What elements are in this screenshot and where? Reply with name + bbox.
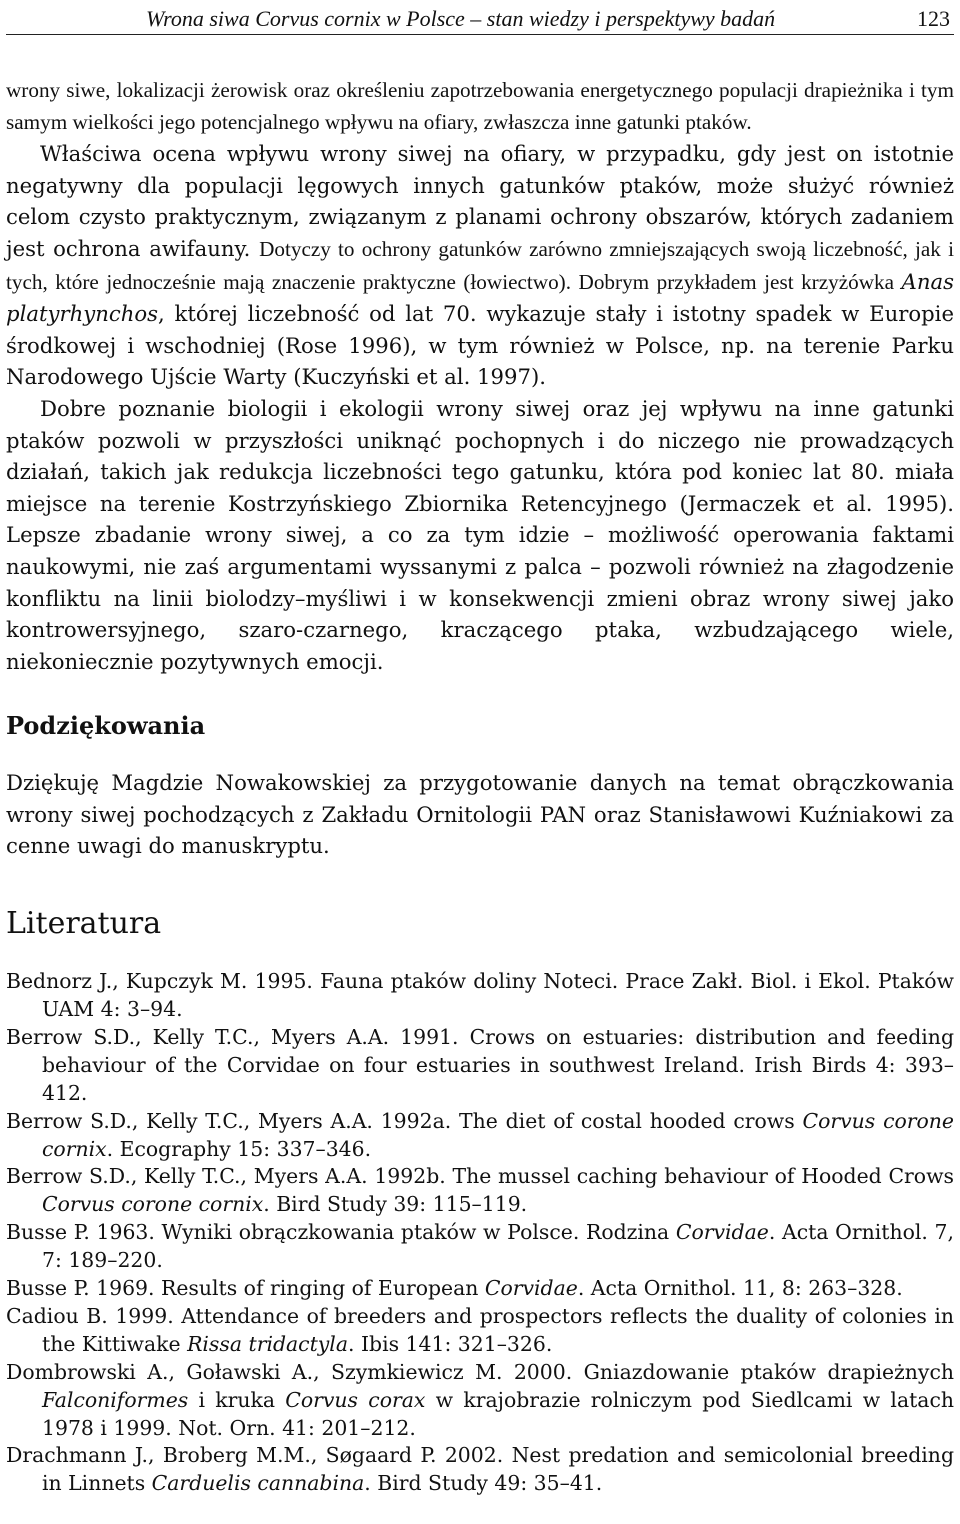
document-page: [0, 4, 960, 1524]
reference-text: Busse P. 1963. Wyniki obrączkowania ptaków w Polsce. Rodzina: [6, 1220, 676, 1245]
species-name: Corvus corax: [285, 1387, 426, 1412]
reference-item: [6, 1442, 954, 1498]
paragraph: [6, 138, 954, 393]
reference-text: Bednorz J., Kupczyk M. 1995. Fauna ptaków doliny Noteci. Prace Zakł. Biol. i Ekol. Ptaków UAM 4: 3–94.: [6, 969, 954, 1021]
species-name: Anas platyrhynchos: [6, 268, 954, 327]
acknowledgements-text: Dziękuję Magdzie Nowakowskiej za przygotowanie danych na temat obrączkowania wrony siwej pochodzących z Zakładu Ornitologii PAN oraz Stanisławowi Kuźniakowi za cenne uwagi do manuskryptu.: [6, 770, 954, 859]
reference-text: i kruka: [188, 1387, 286, 1412]
reference-text: Busse P. 1969. Results of ringing of European: [6, 1276, 485, 1301]
reference-item: [6, 1108, 954, 1164]
reference-text: . Acta Ornithol. 11, 8: 263–328.: [577, 1276, 903, 1301]
paragraph: Dobre poznanie biologii i ekologii wrony siwej oraz jej wpływu na inne gatunki ptaków pozwoli w przyszłości uniknąć pochopnych i do niczego nie prowadzących działań, takich jak redukcja liczebności tego gatunku, która pod koniec lat 80. miała miejsce na terenie Kostrzyńskiego Zbiornika Retencyjnego (Jermaczek et al. 1995). Lepsze zbadanie wrony siwej, a co za tym idzie – możliwość operowania faktami naukowymi, nie zaś argumentami wyssanymi z palca – pozwoli również na złagodzenie konfliktu na linii biolodzy–myśliwi i w konsekwencji zmieni obraz wrony siwej jako kontrowersyjnego, szaro-czarnego, kraczącego ptaka, wzbudzającego wiele, niekoniecznie pozytywnych emocji.: [6, 395, 954, 674]
section-heading-literature: Literatura: [6, 906, 162, 942]
reference-text: Berrow S.D., Kelly T.C., Myers A.A. 1992a. The diet of costal hooded crows: [6, 1108, 803, 1133]
species-name: Corvidae: [675, 1220, 769, 1245]
reference-text: . Ibis 141: 321–326.: [348, 1331, 553, 1356]
reference-list: [6, 968, 954, 1498]
reference-item: [6, 1219, 954, 1275]
reference-text: . Ecography 15: 337–346.: [106, 1136, 372, 1161]
paragraph-text: Właściwa ocena wpływu wrony siwej na ofiary, w przypadku, gdy jest on istotnie negatywny dla populacji lęgowych innych gatunków ptaków, może służyć również celom czysto praktycznym, związanym z planami ochrony obszarów, których zadaniem jest ochrona awifauny.: [6, 141, 954, 261]
species-name: Corvus corone cornix: [42, 1108, 954, 1161]
species-name: Carduelis cannabina: [151, 1471, 365, 1496]
reference-item: [6, 1163, 954, 1219]
species-name: Corvidae: [484, 1276, 578, 1301]
species-name: Falconiformes: [42, 1387, 189, 1412]
paragraph-text: Dotyczy to ochrony gatunków zarówno zmniejszających swoją liczebność, jak i tych, które jednocześnie mają znaczenie praktyczne (łowiectwo). Dobrym przykładem jest krzyżówka: [6, 236, 954, 294]
reference-item: [6, 1303, 954, 1359]
species-name: Corvus corone cornix: [42, 1192, 264, 1217]
reference-item: [6, 1024, 954, 1108]
reference-item: [6, 1359, 954, 1443]
running-header: [6, 4, 954, 35]
paragraph-continued: wrony siwe, lokalizacji żerowisk oraz określeniu zapotrzebowania energetycznego populacji drapieżnika i tym samym wielkości jego potencjalnego wpływu na ofiary, zwłaszcza inne gatunki ptaków.: [6, 78, 954, 134]
running-title: Wrona siwa Corvus cornix w Polsce – stan wiedzy i perspektywy badań: [146, 6, 776, 31]
reference-item: [6, 1275, 954, 1303]
reference-text: Dombrowski A., Goławski A., Szymkiewicz M. 2000. Gniazdowanie ptaków drapieżnych: [6, 1359, 954, 1384]
reference-text: . Bird Study 49: 35–41.: [364, 1471, 603, 1496]
reference-item: [6, 968, 954, 1024]
reference-text: . Bird Study 39: 115–119.: [263, 1192, 528, 1217]
reference-text: Berrow S.D., Kelly T.C., Myers A.A. 1992b. The mussel caching behaviour of Hooded Crows: [6, 1164, 954, 1189]
section-heading-acknowledgements: Podziękowania: [6, 711, 206, 741]
body-text: [6, 75, 954, 942]
paragraph-text: , której liczebność od lat 70. wykazuje stały i istotny spadek w Europie środkowej i wschodniej (Rose 1996), w tym również w Polsce, np. na terenie Parku Narodowego Ujście Warty (Kuczyński et al. 1997).: [6, 301, 954, 390]
reference-text: . Acta Ornithol. 7, 7: 189–220.: [42, 1220, 954, 1273]
species-name: Rissa tridactyla: [187, 1331, 348, 1356]
reference-text: Cadiou B. 1999. Attendance of breeders and prospectors reflects the duality of colonies in the Kittiwake: [6, 1303, 954, 1356]
reference-text: Berrow S.D., Kelly T.C., Myers A.A. 1991. Crows on estuaries: distribution and feeding behaviour of the Corvidae on four estuaries in southwest Ireland. Irish Birds 4: 393–412.: [6, 1024, 954, 1105]
reference-text: Drachmann J., Broberg M.M., Søgaard P. 2002. Nest predation and semicolonial breeding in Linnets: [6, 1443, 954, 1496]
page-number: 123: [917, 6, 950, 31]
reference-text: w krajobrazie rolniczym pod Siedlcami w latach 1978 i 1999. Not. Orn. 41: 201–212.: [42, 1387, 954, 1440]
